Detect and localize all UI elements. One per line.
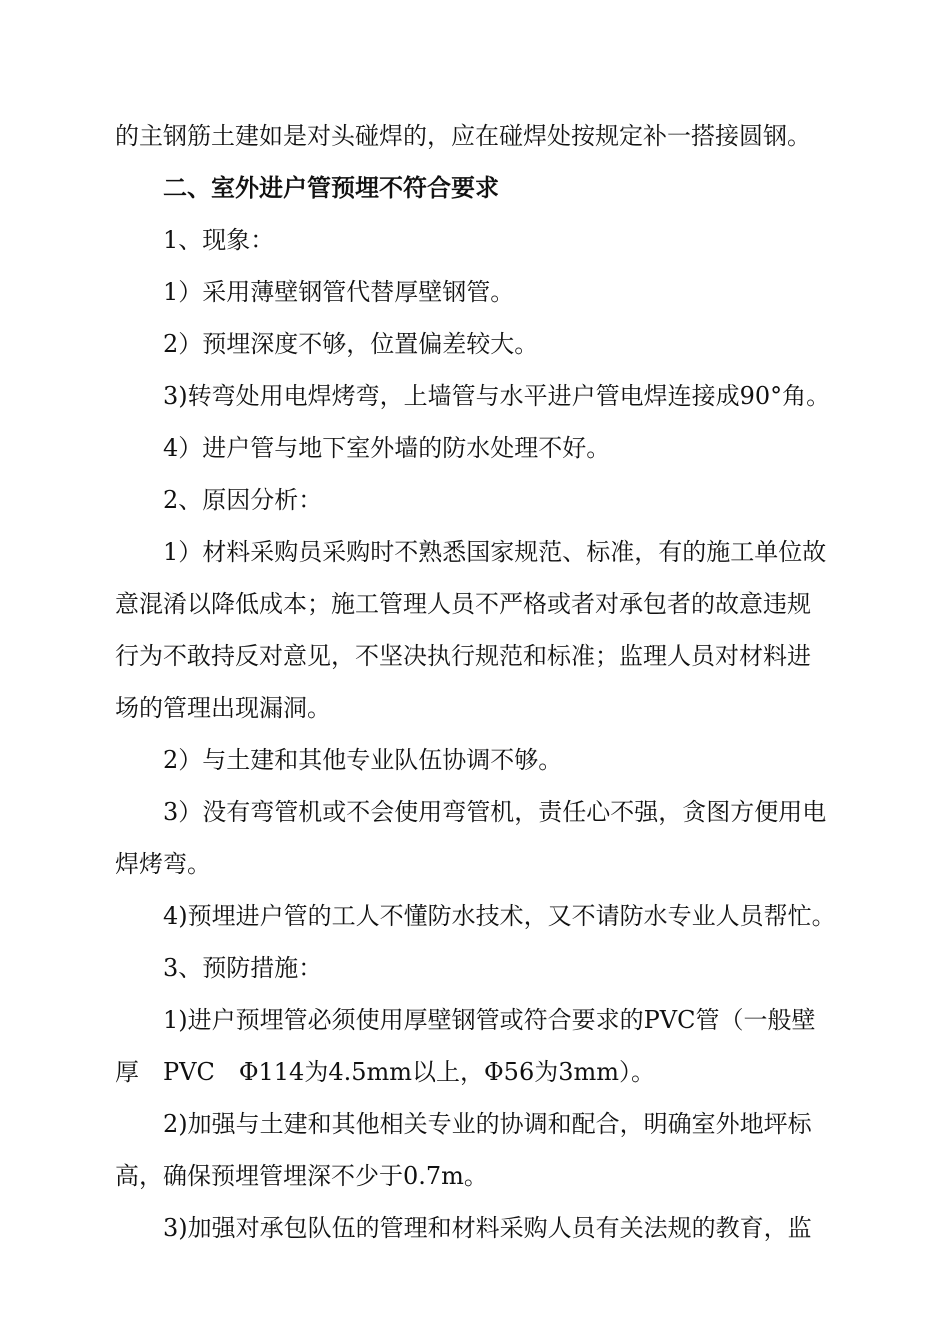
list-item: 4）进户管与地下室外墙的防水处理不好。 (163, 434, 611, 462)
document-body (115, 110, 855, 1254)
list-item: 1）采用薄壁钢管代替厚壁钢管。 (163, 278, 515, 306)
subsection-heading: 2、原因分析： (163, 486, 323, 514)
paragraph-line: 行为不敢持反对意见，不坚决执行规范和标准；监理人员对材料进 (115, 642, 811, 670)
paragraph-line: 焊烤弯。 (115, 850, 211, 878)
list-item: 2）预埋深度不够，位置偏差较大。 (163, 330, 539, 358)
list-item: 3)加强对承包队伍的管理和材料采购人员有关法规的教育，监 (163, 1214, 812, 1242)
paragraph-line: 场的管理出现漏洞。 (115, 694, 331, 722)
subsection-heading: 1、现象： (163, 226, 275, 254)
subsection-heading: 3、预防措施： (163, 954, 323, 982)
list-item: 4)预埋进户管的工人不懂防水技术，又不请防水专业人员帮忙。 (163, 902, 836, 930)
paragraph-line: 意混淆以降低成本；施工管理人员不严格或者对承包者的故意违规 (115, 590, 811, 618)
paragraph-line: 高，确保预埋管埋深不少于0.7m。 (115, 1162, 488, 1190)
paragraph-line: 的主钢筋土建如是对头碰焊的，应在碰焊处按规定补一搭接圆钢。 (115, 122, 811, 150)
section-heading: 二、室外进户管预埋不符合要求 (163, 174, 499, 202)
list-item: 1)进户预埋管必须使用厚壁钢管或符合要求的PVC管（一般壁 (163, 1006, 816, 1034)
list-item: 3）没有弯管机或不会使用弯管机，责任心不强，贪图方便用电 (163, 798, 827, 826)
list-item: 3)转弯处用电焊烤弯，上墙管与水平进户管电焊连接成90°角。 (163, 382, 831, 410)
list-item: 1）材料采购员采购时不熟悉国家规范、标准，有的施工单位故 (163, 538, 827, 566)
paragraph-line: 厚 PVC Φ114为4.5mm以上，Φ56为3mm）。 (115, 1058, 656, 1086)
list-item: 2）与土建和其他专业队伍协调不够。 (163, 746, 563, 774)
list-item: 2)加强与土建和其他相关专业的协调和配合，明确室外地坪标 (163, 1110, 812, 1138)
